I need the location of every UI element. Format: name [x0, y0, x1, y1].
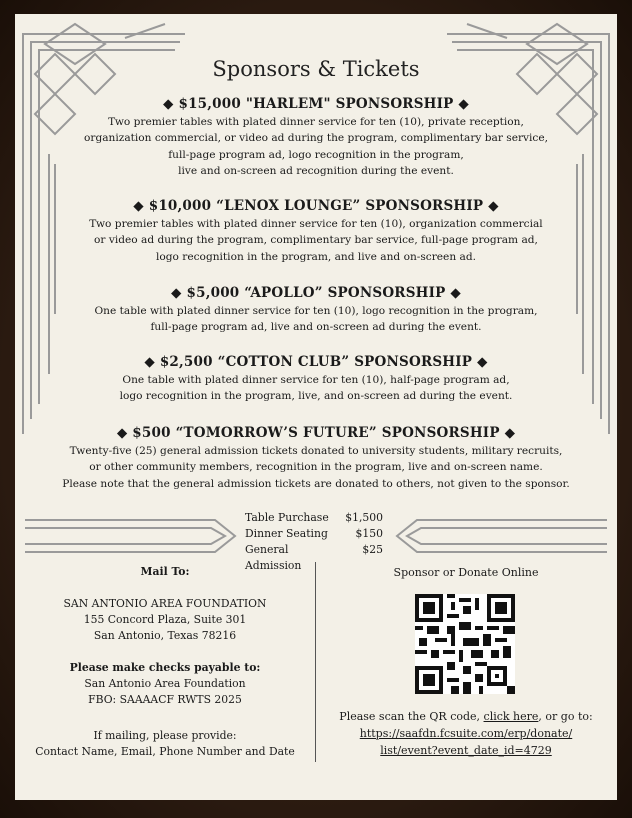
- scan-prefix: Please scan the QR code,: [339, 710, 484, 723]
- tier-description: Two premier tables with plated dinner service for ten (10), private reception, organization commercial, or video ad during the program, complimentary bar service, full-page program ad, logo recognition in the program, live and on-screen ad recognition during the event.: [84, 116, 548, 178]
- fbo: FBO: SAAAACF RWTS 2025: [88, 693, 242, 706]
- price-row: [245, 510, 383, 526]
- price-value: $150: [355, 527, 383, 540]
- address-line-1: 155 Concord Plaza, Suite 301: [83, 613, 247, 626]
- price-label: General Admission: [245, 543, 302, 572]
- check-info: [15, 660, 315, 708]
- mailing-requirements: [15, 728, 315, 760]
- tier-harlem: [45, 96, 587, 180]
- tier-description: Twenty-five (25) general admission tickets donated to university students, military recruits, or other community members, recognition in the program, live and on-screen name. Please note that the general admission tickets are donated to others, not given to the sponsor.: [62, 445, 570, 490]
- tier-description: One table with plated dinner service for ten (10), half-page program ad, logo recognition in the program, live, and on-screen ad during the event.: [119, 374, 513, 403]
- tier-heading: ◆ $2,500 “COTTON CLUB” SPONSORSHIP ◆: [144, 354, 488, 370]
- tier-heading: ◆ $15,000 "HARLEM" SPONSORSHIP ◆: [163, 96, 469, 112]
- required-info: Contact Name, Email, Phone Number and Date: [35, 745, 295, 758]
- mail-to-label: Mail To:: [140, 565, 190, 578]
- scan-suffix: , or go to:: [538, 710, 593, 723]
- tier-apollo: [45, 285, 587, 336]
- checks-heading: Please make checks payable to:: [69, 661, 261, 674]
- click-here-link[interactable]: click here: [483, 710, 539, 723]
- tier-heading: ◆ $10,000 “LENOX LOUNGE” SPONSORSHIP ◆: [133, 198, 499, 214]
- tier-description: Two premier tables with plated dinner service for ten (10), organization commercial or video ad during the program, complimentary bar service, full-page program ad, logo recognition in the program, and live and on-screen ad.: [89, 218, 543, 263]
- flyer-page: [15, 14, 617, 800]
- price-value: $1,500: [345, 511, 383, 524]
- mail-address: [15, 596, 315, 644]
- address-line-2: San Antonio, Texas 78216: [93, 629, 237, 642]
- donate-url-line-2[interactable]: list/event?event_date_id=4729: [380, 744, 552, 757]
- page-title: Sponsors & Tickets: [212, 57, 420, 81]
- price-label: Dinner Seating: [245, 527, 328, 540]
- price-row: [245, 526, 383, 542]
- price-label: Table Purchase: [245, 511, 329, 524]
- tier-cotton-club: [45, 354, 587, 405]
- payee: San Antonio Area Foundation: [84, 677, 246, 690]
- tier-lenox-lounge: [45, 198, 587, 265]
- qr-code-icon[interactable]: [415, 594, 515, 694]
- tier-description: One table with plated dinner service for ten (10), logo recognition in the program, full-page program ad, live and on-screen ad during the event.: [94, 305, 538, 334]
- tier-heading: ◆ $5,000 “APOLLO” SPONSORSHIP ◆: [171, 285, 461, 301]
- donate-url-line-1[interactable]: https://saafdn.fcsuite.com/erp/donate/: [359, 727, 573, 740]
- if-mailing: If mailing, please provide:: [93, 729, 237, 742]
- tier-tomorrows-future: [45, 425, 587, 492]
- online-heading: Sponsor or Donate Online: [393, 566, 539, 579]
- price-value: $25: [362, 543, 383, 556]
- org-name: SAN ANTONIO AREA FOUNDATION: [63, 597, 267, 610]
- mail-heading: [15, 564, 315, 580]
- online-instructions: [315, 708, 617, 759]
- tier-heading: ◆ $500 “TOMORROW’S FUTURE” SPONSORSHIP ◆: [116, 425, 516, 441]
- scan-line: [315, 708, 617, 725]
